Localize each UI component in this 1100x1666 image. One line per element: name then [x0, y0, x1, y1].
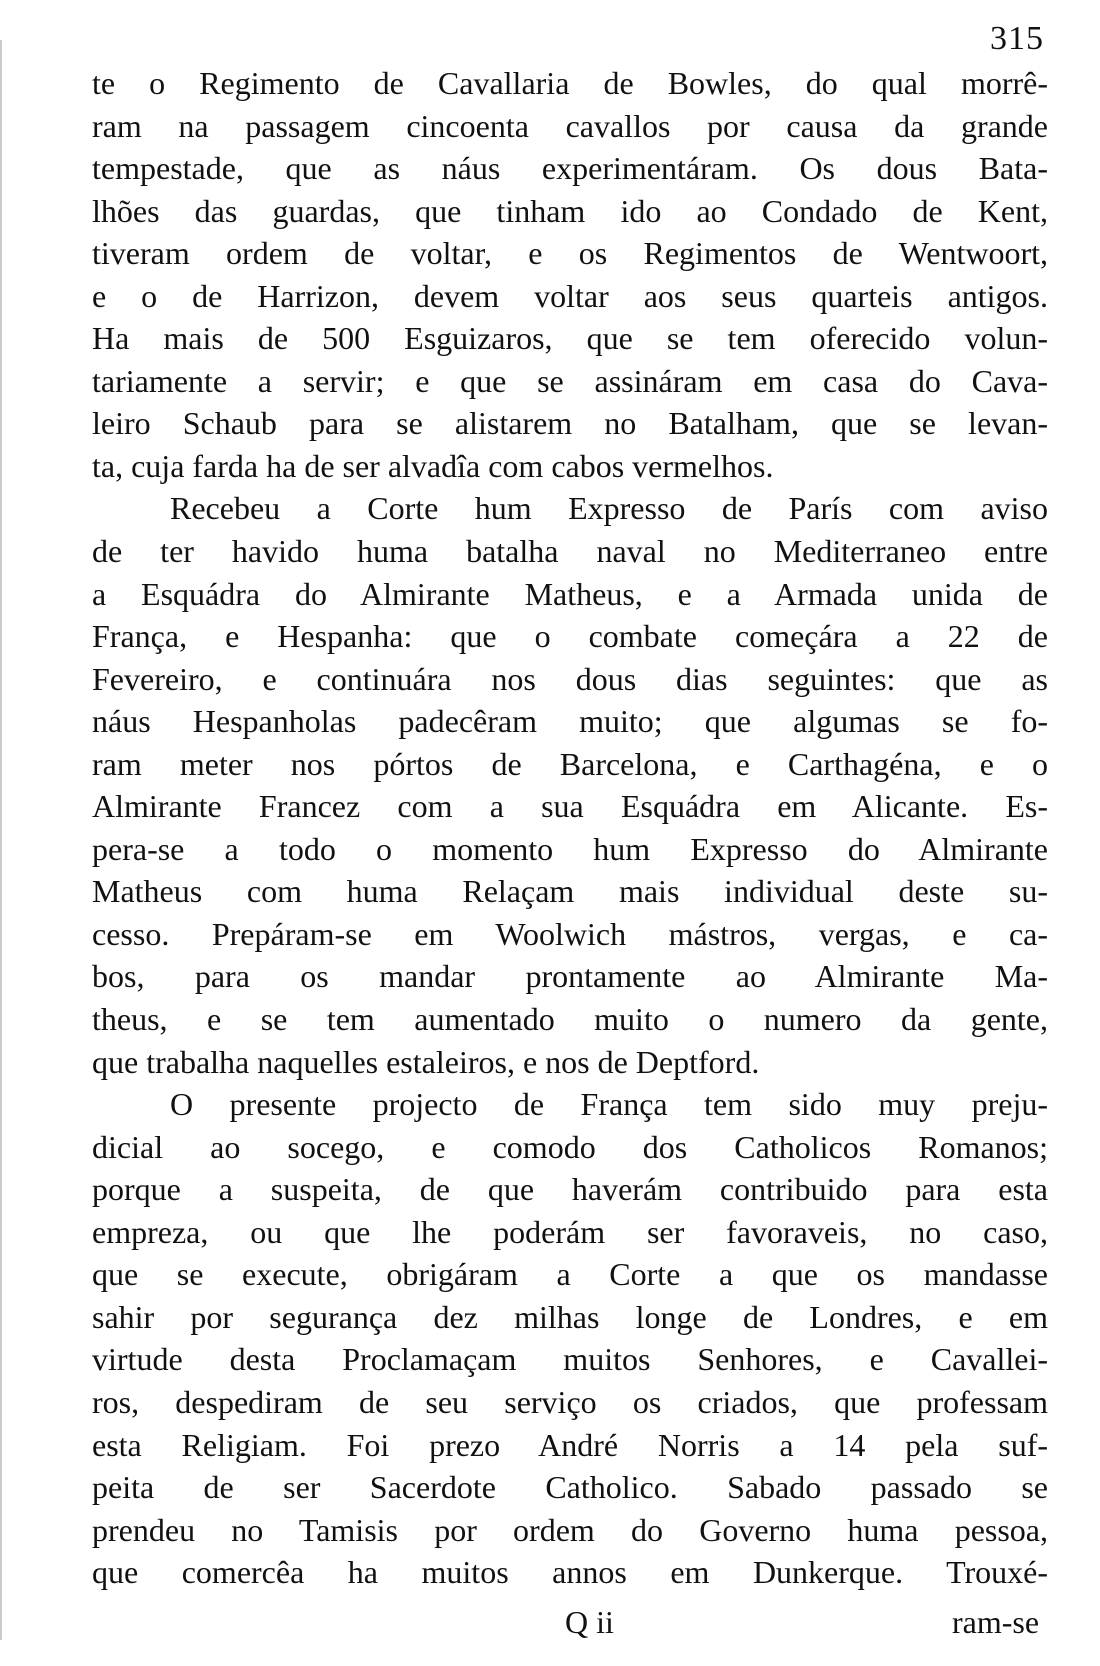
text-line: theus, e se tem aumentado muito o numero da gente,: [92, 1001, 1048, 1038]
text-line: dicial ao socego, e comodo dos Catholicos Romanos;: [92, 1128, 1048, 1165]
text-line: Almirante Francez com a sua Esquádra em Alicante. Es-: [92, 788, 1048, 825]
body-text: [92, 62, 1048, 1594]
text-line: esta Religiam. Foi prezo André Norris a 14 pela suf-: [92, 1426, 1048, 1463]
signature-mark: Q ii: [565, 1604, 614, 1640]
page-number: 315: [990, 20, 1044, 57]
text-line: tiveram ordem de voltar, e os Regimentos de Wentwoort,: [92, 235, 1048, 272]
text-line: ros, despediram de seu serviço os criados, que professam: [92, 1383, 1048, 1420]
text-line: porque a suspeita, de que haverám contribuido para esta: [92, 1171, 1048, 1208]
text-line: sahir por segurança dez milhas longe de Londres, e em: [92, 1298, 1048, 1335]
text-line: que comercêa ha muitos annos em Dunkerque. Trouxé-: [92, 1554, 1048, 1591]
text-line: que se execute, obrigáram a Corte a que os mandasse: [92, 1256, 1048, 1293]
text-line: e o de Harrizon, devem voltar aos seus quarteis antigos.: [92, 277, 1048, 314]
text-line: pera-se a todo o momento hum Expresso do Almirante: [92, 830, 1048, 867]
text-line: Ha mais de 500 Esguizaros, que se tem oferecido volun-: [92, 320, 1048, 357]
text-line: cesso. Prepáram-se em Woolwich mástros, vergas, e ca-: [92, 915, 1048, 952]
text-line: empreza, ou que lhe poderám ser favoraveis, no caso,: [92, 1213, 1048, 1250]
text-line: a Esquádra do Almirante Matheus, e a Armada unida de: [92, 575, 1048, 612]
paragraph-first-line: O presente projecto de França tem sido muy preju-: [170, 1086, 1048, 1123]
text-line: que trabalha naquelles estaleiros, e nos de Deptford.: [92, 1043, 760, 1080]
text-line: virtude desta Proclamaçam muitos Senhores, e Cavallei-: [92, 1341, 1048, 1378]
catchword: ram-se: [952, 1604, 1040, 1640]
text-line: ram meter nos pórtos de Barcelona, e Carthagéna, e o: [92, 745, 1048, 782]
text-line: de ter havido huma batalha naval no Mediterraneo entre: [92, 533, 1048, 570]
text-line: França, e Hespanha: que o combate começára a 22 de: [92, 618, 1048, 655]
text-line: tempestade, que as náus experimentáram. Os dous Bata-: [92, 150, 1048, 187]
text-line: Matheus com huma Relaçam mais individual deste su-: [92, 873, 1048, 910]
text-line: peita de ser Sacerdote Catholico. Sabado passado se: [92, 1469, 1048, 1506]
page-edge-shadow: [0, 40, 10, 1640]
text-line: ram na passagem cincoenta cavallos por causa da grande: [92, 107, 1048, 144]
text-line: prendeu no Tamisis por ordem do Governo huma pessoa,: [92, 1511, 1048, 1548]
text-line: bos, para os mandar prontamente ao Almirante Ma-: [92, 958, 1048, 995]
text-line: lhões das guardas, que tinham ido ao Condado de Kent,: [92, 192, 1048, 229]
paragraph-first-line: Recebeu a Corte hum Expresso de París com aviso: [170, 490, 1048, 527]
text-line: náus Hespanholas padecêram muito; que algumas se fo-: [92, 703, 1048, 740]
text-line: leiro Schaub para se alistarem no Batalham, que se levan-: [92, 405, 1048, 442]
text-line: te o Regimento de Cavallaria de Bowles, do qual morrê-: [92, 65, 1048, 101]
text-line: ta, cuja farda ha de ser alvadîa com cabos vermelhos.: [92, 447, 774, 484]
text-line: tariamente a servir; e que se assináram em casa do Cava-: [92, 362, 1048, 399]
text-line: Fevereiro, e continuára nos dous dias seguintes: que as: [92, 660, 1048, 697]
